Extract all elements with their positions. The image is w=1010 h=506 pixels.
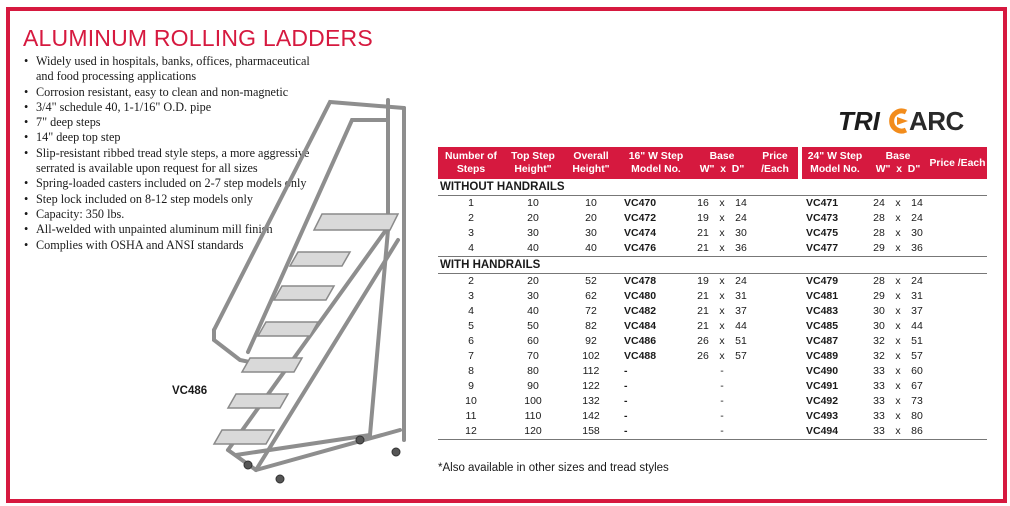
cell-16w-depth: 44 [735, 320, 747, 332]
cell-steps: 2 [468, 275, 474, 287]
bullet-icon: • [24, 99, 29, 114]
cell-steps: 9 [468, 380, 474, 392]
cell-24w-depth: 44 [911, 320, 923, 332]
bullet-icon: • [24, 54, 29, 68]
cell-16w-width [692, 409, 714, 424]
cell-16w-x: - [720, 380, 724, 392]
cell-24w-price [928, 319, 987, 334]
cell-16w-width: 21 [697, 227, 709, 239]
cell-steps: 8 [468, 365, 474, 377]
header-16w-base [692, 147, 752, 179]
cell-16w-width: 21 [697, 305, 709, 317]
header-overall: Overall Height" [562, 147, 620, 179]
cell-24w-model: VC491 [806, 380, 839, 392]
feature-text: Spring-loaded casters included on 2-7 step models only [36, 176, 307, 191]
cell-16w-depth: 37 [735, 305, 747, 317]
cell-24w-width: 32 [873, 350, 885, 362]
cell-overall: 30 [585, 227, 597, 239]
cell-16w-model: - [624, 410, 628, 422]
cell-overall: 112 [582, 365, 600, 377]
table-row [438, 319, 987, 334]
cell-overall: 10 [585, 197, 597, 209]
cell-16w-x: - [714, 424, 730, 440]
cell-24w-price [928, 349, 987, 364]
cell-16w-model: VC480 [624, 290, 657, 302]
section-filler [620, 257, 987, 274]
feature-text: Capacity: 350 lbs. [36, 206, 125, 221]
feature-text: 14" deep top step [36, 130, 121, 145]
cell-24w-x: x [895, 212, 901, 224]
header-16w-model: 16" W Step Model No. [620, 147, 692, 179]
cell-overall: 92 [585, 335, 597, 347]
header-16w-base-sub: W" x D" [699, 164, 745, 175]
header-16w-price: Price /Each [752, 147, 798, 179]
cell-16w-price [752, 304, 798, 319]
cell-top-step: 20 [527, 275, 539, 287]
bullet-icon: • [24, 222, 29, 237]
cell-24w-x: x [895, 395, 901, 407]
table-row [438, 304, 987, 319]
cell-16w-depth [730, 424, 752, 440]
cell-overall: 40 [562, 241, 620, 257]
cell-16w-model: VC486 [624, 335, 657, 347]
cell-16w-depth: 36 [730, 241, 752, 257]
cell-16w-x: - [720, 410, 724, 422]
cell-24w-x: x [895, 335, 901, 347]
feature-item [24, 54, 314, 85]
cell-top-step: 100 [524, 395, 542, 407]
cell-16w-width: 26 [697, 350, 709, 362]
cell-steps: 12 [438, 424, 504, 440]
bullet-icon: • [24, 206, 29, 221]
cell-24w-model: VC492 [806, 395, 839, 407]
feature-text: Complies with OSHA and ANSI standards [36, 237, 244, 252]
cell-24w-x: x [895, 227, 901, 239]
cell-24w-width: 30 [873, 320, 885, 332]
cell-top-step: 10 [527, 197, 539, 209]
cell-16w-depth: 31 [735, 290, 747, 302]
footnote: *Also available in other sizes and tread styles [438, 462, 669, 474]
cell-16w-depth: 24 [735, 275, 747, 287]
cell-24w-depth: 24 [911, 275, 923, 287]
cell-24w-model: VC494 [802, 424, 868, 440]
cell-16w-price [752, 424, 798, 440]
table-row [438, 364, 987, 379]
cell-24w-model: VC489 [806, 350, 839, 362]
cell-steps: 2 [468, 212, 474, 224]
cell-overall: 122 [582, 380, 600, 392]
logo-text-tri: TRI [838, 106, 880, 136]
bullet-icon: • [24, 176, 29, 191]
cell-16w-depth: 24 [735, 212, 747, 224]
cell-16w-price [752, 211, 798, 226]
cell-overall: 102 [582, 350, 600, 362]
logo-arc-icon [888, 108, 910, 134]
cell-24w-model: VC475 [806, 227, 839, 239]
cell-24w-price [928, 241, 987, 257]
cell-24w-width: 32 [873, 335, 885, 347]
cell-16w-width [692, 394, 714, 409]
cell-24w-price [928, 334, 987, 349]
cell-16w-x: x [719, 305, 725, 317]
cell-16w-width [692, 424, 714, 440]
cell-16w-price [752, 379, 798, 394]
cell-24w-price [928, 379, 987, 394]
cell-16w-x: x [719, 212, 725, 224]
cell-16w-x: x [719, 350, 725, 362]
cell-24w-width: 33 [873, 380, 885, 392]
cell-16w-width: 26 [697, 335, 709, 347]
cell-16w-x: x [719, 320, 725, 332]
feature-text: Corrosion resistant, easy to clean and non-magnetic [36, 84, 289, 99]
cell-overall: 132 [582, 395, 600, 407]
cell-16w-x: x [714, 241, 730, 257]
feature-text: All-welded with unpainted aluminum mill finish [36, 222, 273, 237]
cell-16w-model: VC482 [624, 305, 657, 317]
cell-24w-width: 29 [873, 290, 885, 302]
cell-top-step: 30 [527, 290, 539, 302]
bullet-icon: • [24, 237, 29, 252]
cell-24w-x: x [890, 241, 906, 257]
cell-24w-price [928, 274, 987, 290]
cell-24w-model: VC493 [806, 410, 839, 422]
cell-overall: 72 [585, 305, 597, 317]
cell-24w-price [928, 196, 987, 212]
tri-arc-logo [838, 106, 988, 138]
cell-steps: 3 [468, 227, 474, 239]
feature-text: 3/4" schedule 40, 1-1/16" O.D. pipe [36, 99, 212, 114]
cell-24w-model: VC473 [806, 212, 839, 224]
cell-24w-price [928, 409, 987, 424]
cell-24w-x: x [895, 197, 901, 209]
header-24w-base-title: Base [885, 151, 911, 162]
cell-16w-x: x [719, 275, 725, 287]
cell-16w-model: - [624, 380, 628, 392]
cell-overall: 158 [562, 424, 620, 440]
cell-overall: 20 [585, 212, 597, 224]
cell-24w-width: 33 [873, 410, 885, 422]
cell-overall: 62 [585, 290, 597, 302]
cell-top-step: 20 [527, 212, 539, 224]
cell-16w-model: VC484 [624, 320, 657, 332]
cell-24w-price [928, 364, 987, 379]
cell-24w-x: x [895, 305, 901, 317]
cell-16w-price [752, 226, 798, 241]
section-header-row [438, 179, 987, 196]
cell-24w-price [928, 289, 987, 304]
ladder-spec-table [438, 147, 987, 440]
header-24w-base [868, 147, 928, 179]
cell-steps: 7 [468, 350, 474, 362]
cell-24w-depth: 24 [911, 212, 923, 224]
header-24w-base-sub: W" x D" [875, 164, 921, 175]
cell-24w-width: 33 [873, 395, 885, 407]
page-title: ALUMINUM ROLLING LADDERS [23, 25, 373, 51]
cell-overall: 82 [585, 320, 597, 332]
cell-24w-price [928, 226, 987, 241]
cell-16w-price [752, 196, 798, 212]
feature-text: Widely used in hospitals, banks, offices, pharmaceutical and food processing applications [36, 54, 310, 84]
cell-16w-x: - [720, 365, 724, 377]
cell-steps: 10 [465, 395, 477, 407]
cell-top-step: 40 [504, 241, 562, 257]
cell-16w-width: 21 [692, 241, 714, 257]
cell-24w-depth: 36 [906, 241, 928, 257]
cell-16w-x: x [719, 335, 725, 347]
table-header-row [438, 147, 987, 179]
cell-steps: 5 [468, 320, 474, 332]
cell-24w-x: x [895, 275, 901, 287]
cell-24w-model: VC487 [806, 335, 839, 347]
cell-24w-x: x [890, 424, 906, 440]
cell-16w-depth: 51 [735, 335, 747, 347]
cell-24w-depth: 80 [911, 410, 923, 422]
cell-16w-price [752, 349, 798, 364]
section-header-row [438, 257, 987, 274]
cell-16w-model: - [624, 365, 628, 377]
table-row [438, 241, 987, 257]
cell-24w-depth: 67 [911, 380, 923, 392]
cell-16w-model: VC476 [620, 241, 692, 257]
cell-16w-x: - [720, 395, 724, 407]
cell-16w-depth [730, 394, 752, 409]
cell-16w-depth [730, 379, 752, 394]
ladder-model-label: VC486 [172, 385, 208, 397]
cell-24w-model: VC477 [802, 241, 868, 257]
cell-16w-width: 21 [697, 290, 709, 302]
cell-16w-depth: 14 [735, 197, 747, 209]
bullet-icon: • [24, 145, 29, 160]
cell-24w-depth: 51 [911, 335, 923, 347]
section-label: WITHOUT HANDRAILS [438, 179, 620, 196]
cell-24w-x: x [895, 320, 901, 332]
cell-16w-width [692, 379, 714, 394]
cell-top-step: 110 [524, 410, 542, 422]
cell-24w-depth: 37 [911, 305, 923, 317]
bullet-icon: • [24, 115, 29, 130]
table-row [438, 211, 987, 226]
cell-overall: 142 [582, 410, 600, 422]
cell-24w-model: VC481 [806, 290, 839, 302]
cell-16w-model: VC474 [624, 227, 657, 239]
table-row [438, 196, 987, 212]
cell-steps: 4 [468, 305, 474, 317]
cell-24w-depth: 86 [906, 424, 928, 440]
cell-16w-model: VC488 [624, 350, 657, 362]
cell-24w-x: x [895, 380, 901, 392]
cell-16w-price [752, 274, 798, 290]
cell-24w-price [928, 211, 987, 226]
cell-top-step: 70 [527, 350, 539, 362]
cell-24w-model: VC485 [806, 320, 839, 332]
cell-24w-model: VC490 [806, 365, 839, 377]
cell-24w-depth: 57 [911, 350, 923, 362]
cell-top-step: 60 [527, 335, 539, 347]
cell-steps: 3 [468, 290, 474, 302]
header-steps: Number of Steps [438, 147, 504, 179]
cell-24w-width: 24 [873, 197, 885, 209]
cell-24w-depth: 31 [911, 290, 923, 302]
cell-16w-model: VC472 [624, 212, 657, 224]
feature-text: Slip-resistant ribbed tread style steps, a more aggressive serrated is available upon request for all sizes [36, 145, 310, 176]
cell-16w-depth: 30 [735, 227, 747, 239]
cell-16w-x: x [719, 197, 725, 209]
table-row [438, 409, 987, 424]
cell-24w-width: 33 [873, 365, 885, 377]
cell-steps: 1 [468, 197, 474, 209]
cell-16w-x: x [719, 227, 725, 239]
cell-16w-width: 16 [697, 197, 709, 209]
cell-overall: 52 [585, 275, 597, 287]
header-24w-model: 24" W Step Model No. [802, 147, 868, 179]
cell-24w-depth: 30 [911, 227, 923, 239]
cell-24w-x: x [895, 365, 901, 377]
cell-16w-model: - [620, 424, 692, 440]
cell-16w-model: VC478 [624, 275, 657, 287]
feature-text: Step lock included on 8-12 step models only [36, 191, 253, 206]
header-16w-base-title: Base [709, 151, 735, 162]
cell-24w-x: x [895, 410, 901, 422]
table-row [438, 226, 987, 241]
ladder-illustration [200, 90, 430, 490]
cell-16w-price [752, 409, 798, 424]
cell-24w-width: 30 [873, 305, 885, 317]
cell-24w-price [928, 424, 987, 440]
cell-24w-width: 28 [873, 212, 885, 224]
cell-24w-price [928, 304, 987, 319]
cell-steps: 6 [468, 335, 474, 347]
cell-16w-model: - [624, 395, 628, 407]
header-24w-price: Price /Each [928, 147, 987, 179]
cell-16w-x: x [719, 290, 725, 302]
cell-16w-price [752, 289, 798, 304]
table-row [438, 274, 987, 290]
cell-top-step: 120 [504, 424, 562, 440]
bullet-icon: • [24, 191, 29, 206]
logo-text-arc: ARC [909, 106, 964, 136]
bullet-icon: • [24, 84, 29, 99]
cell-top-step: 40 [527, 305, 539, 317]
cell-top-step: 90 [527, 380, 539, 392]
cell-24w-width: 28 [873, 227, 885, 239]
table-row [438, 349, 987, 364]
cell-24w-model: VC471 [806, 197, 839, 209]
cell-24w-model: VC483 [806, 305, 839, 317]
cell-24w-width: 29 [868, 241, 890, 257]
cell-24w-x: x [895, 350, 901, 362]
cell-16w-price [752, 394, 798, 409]
cell-16w-width: 19 [697, 275, 709, 287]
cell-top-step: 50 [527, 320, 539, 332]
cell-24w-depth: 60 [911, 365, 923, 377]
section-filler [620, 179, 987, 196]
cell-16w-price [752, 319, 798, 334]
bullet-icon: • [24, 130, 29, 145]
cell-16w-depth [730, 364, 752, 379]
table-row [438, 394, 987, 409]
cell-16w-price [752, 364, 798, 379]
cell-16w-width: 19 [697, 212, 709, 224]
cell-16w-width: 21 [697, 320, 709, 332]
cell-steps: 11 [465, 410, 477, 422]
cell-16w-model: VC470 [624, 197, 657, 209]
cell-top-step: 80 [527, 365, 539, 377]
cell-24w-depth: 73 [911, 395, 923, 407]
cell-16w-price [752, 241, 798, 257]
table-row [438, 289, 987, 304]
cell-24w-price [928, 394, 987, 409]
header-top-step: Top Step Height" [504, 147, 562, 179]
cell-24w-width: 28 [873, 275, 885, 287]
cell-24w-width: 33 [868, 424, 890, 440]
cell-16w-depth [730, 409, 752, 424]
section-label: WITH HANDRAILS [438, 257, 620, 274]
cell-top-step: 30 [527, 227, 539, 239]
feature-text: 7" deep steps [36, 115, 101, 130]
cell-24w-depth: 14 [911, 197, 923, 209]
table-row [438, 379, 987, 394]
cell-24w-x: x [895, 290, 901, 302]
table-row [438, 424, 987, 440]
table-row [438, 334, 987, 349]
cell-16w-price [752, 334, 798, 349]
table-body [438, 179, 987, 440]
cell-steps: 4 [438, 241, 504, 257]
cell-24w-model: VC479 [806, 275, 839, 287]
cell-16w-depth: 57 [735, 350, 747, 362]
cell-16w-width [692, 364, 714, 379]
